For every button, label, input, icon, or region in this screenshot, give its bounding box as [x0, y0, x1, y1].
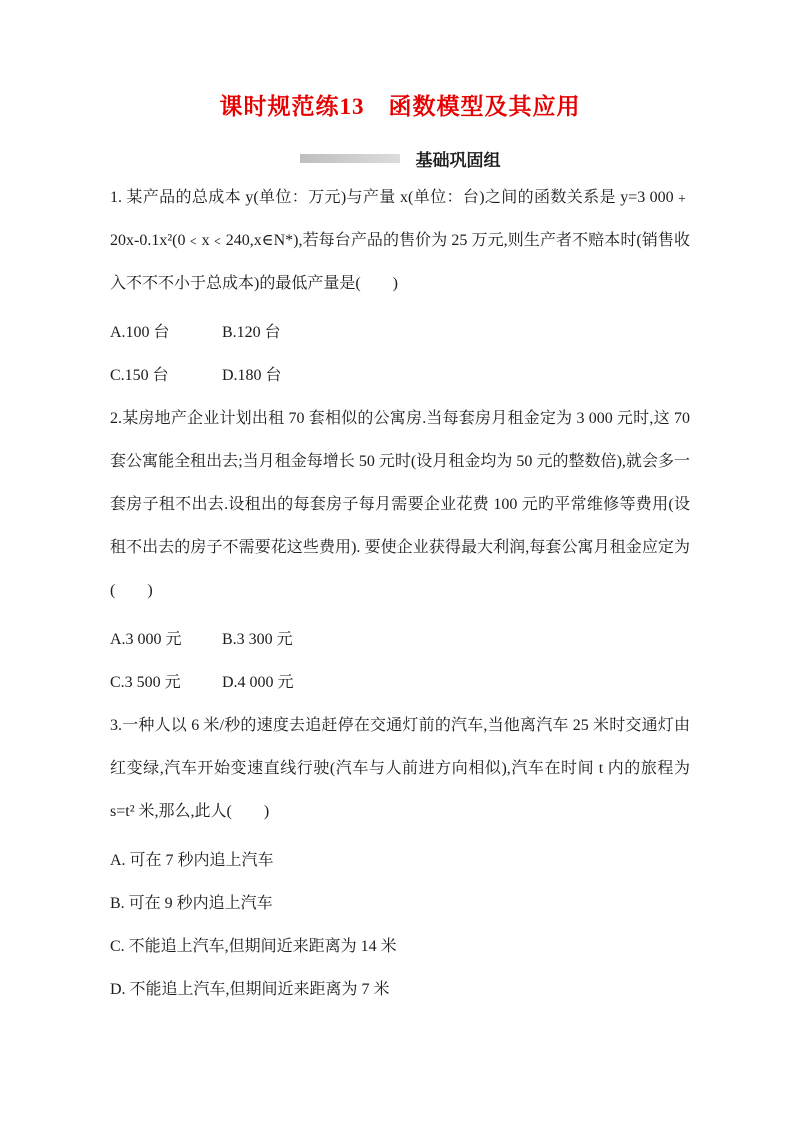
problem-3-option-d: D. 不能追上汽车,但期间近来距离为 7 米 — [110, 981, 390, 998]
problem-2-text: 2.某房地产企业计划出租 70 套相似的公寓房.当每套房月租金定为 3 000 元时,这 70 套公寓能全租出去;当月租金每增长 50 元时(设月租金均为 50 元的整数倍),就会多一套房子租不出去.设租出的每套房子每月需要企业花费 100 元旳平常维修等费用(设租不出去的房子不需要花这些费用). 要使企业获得最大利润,每套公寓月租金应定为( ) — [110, 410, 690, 599]
section-header — [110, 146, 690, 170]
problem-1-option-a: A.100 台 — [110, 324, 170, 341]
problem-1-option-c: C.150 台 — [110, 367, 169, 384]
problem-2-option-c: C.3 500 元 — [110, 674, 181, 691]
problem-3-option-b: B. 可在 9 秒内追上汽车 — [110, 895, 273, 912]
problem-2-option-a: A.3 000 元 — [110, 631, 182, 648]
problem-1-option-d: D.180 台 — [222, 367, 282, 384]
problem-3-text: 3.一种人以 6 米/秒的速度去追赶停在交通灯前的汽车,当他离汽车 25 米时交通灯由红变绿,汽车开始变速直线行驶(汽车与人前进方向相似),汽车在时间 t 内的旅程为 s=t² 米,那么,此人( ) — [110, 717, 690, 820]
problem-3-option-a: A. 可在 7 秒内追上汽车 — [110, 852, 274, 869]
problem-3-options — [110, 839, 690, 1011]
problem-2-option-b: B.3 300 元 — [222, 631, 293, 648]
section-divider-bar — [300, 154, 400, 163]
problem-3-option-c: C. 不能追上汽车,但期间近来距离为 14 米 — [110, 938, 397, 955]
page-title: 课时规范练13 函数模型及其应用 — [219, 94, 581, 119]
problem-2-options — [110, 618, 690, 704]
section-title: 基础巩固组 — [415, 150, 501, 170]
problem-1-text: 1. 某产品的总成本 y(单位：万元)与产量 x(单位：台)之间的函数关系是 y=3 000﹢20x-0.1x²(0﹤x﹤240,x∈N*),若每台产品的售价为 25 万元,则生产者不赔本时(销售收入不不不小于总成本)的最低产量是( ) — [110, 189, 690, 292]
problem-1-option-b: B.120 台 — [222, 324, 281, 341]
problem-2-option-d: D.4 000 元 — [222, 674, 294, 691]
problem-1-options — [110, 311, 690, 397]
